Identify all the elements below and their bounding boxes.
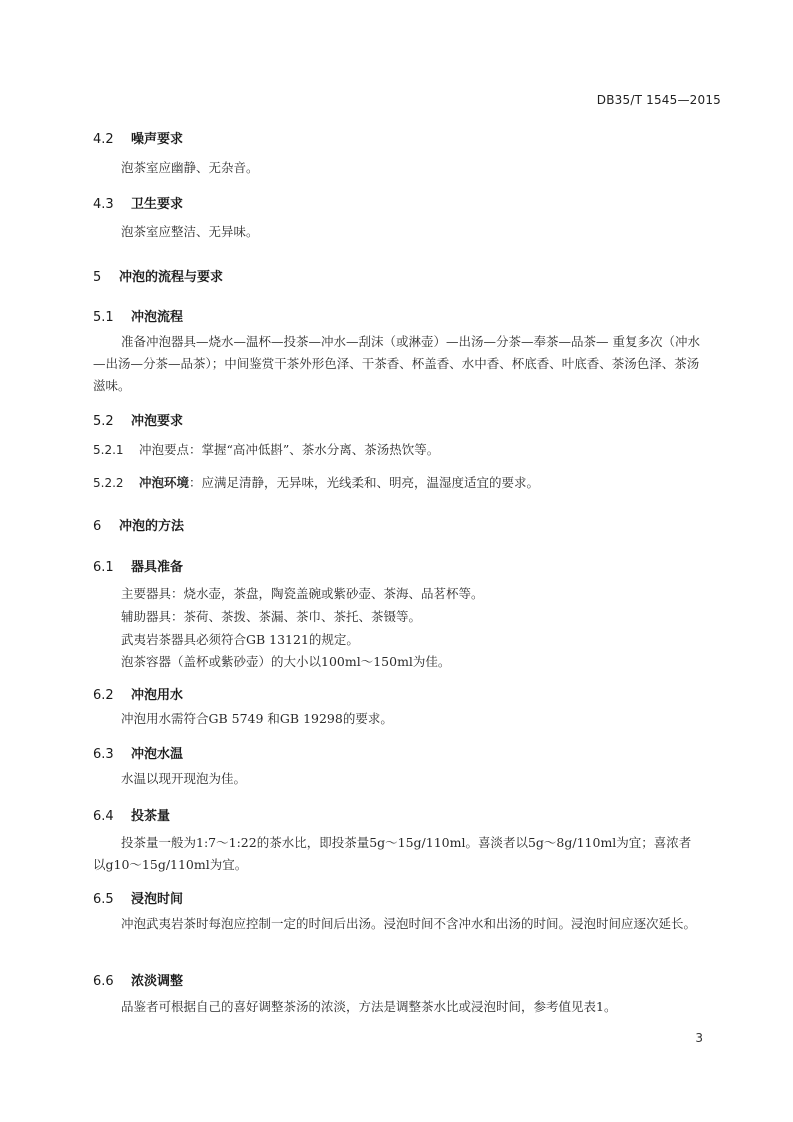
list-item: 武夷岩茶器具必须符合GB 13121的规定。	[121, 632, 359, 647]
heading-number: 6.4	[93, 809, 114, 824]
heading-title: 投茶量	[131, 809, 171, 824]
heading-title: 冲泡水温	[131, 747, 184, 762]
clause-text: ：应满足清静，无异味，光线柔和、明亮，温湿度适宜的要求。	[189, 475, 540, 490]
heading-4-3	[93, 193, 183, 212]
heading-title: 噪声要求	[131, 132, 184, 147]
heading-title: 冲泡要求	[131, 414, 184, 429]
heading-number: 4.2	[93, 132, 114, 147]
clause-5-2-2	[93, 473, 539, 491]
heading-5-2	[93, 410, 183, 429]
heading-6-2	[93, 684, 183, 703]
paragraph-6-6: 品鉴者可根据自己的喜好调整茶汤的浓淡，方法是调整茶水比或浸泡时间，参考值见表1。	[121, 999, 617, 1014]
heading-number: 6	[93, 519, 102, 534]
heading-title: 冲泡的流程与要求	[119, 270, 224, 285]
heading-number: 6.5	[93, 892, 114, 907]
heading-title: 浓淡调整	[131, 974, 184, 989]
heading-number: 5.2	[93, 414, 114, 429]
clause-keyword: 冲泡环境	[139, 475, 190, 490]
paragraph-6-3: 水温以现开现泡为佳。	[121, 771, 247, 786]
heading-title: 卫生要求	[131, 197, 184, 212]
list-item: 主要器具：烧水壶，茶盘，陶瓷盖碗或紫砂壶、茶海、品茗杯等。	[121, 586, 484, 601]
paragraph-5-1: 准备冲泡器具—烧水—温杯—投茶—冲水—刮沫（或淋壶）—出汤—分茶—奉茶—品茶— 重复多次（冲水—出汤—分茶—品茶）；中间鉴赏干茶外形色泽、干茶香、杯盖香、水中香、杯底香、叶底香、茶汤色泽、茶汤滋味。	[93, 334, 700, 393]
clause-number: 5.2.1	[93, 443, 124, 457]
clause-5-2-1	[93, 440, 439, 458]
paragraph-6-5: 冲泡武夷岩茶时每泡应控制一定的时间后出汤。浸泡时间不含冲水和出汤的时间。浸泡时间应逐次延长。	[121, 916, 697, 931]
heading-number: 6.1	[93, 560, 114, 575]
heading-number: 4.3	[93, 197, 114, 212]
paragraph-4-3: 泡茶室应整洁、无异味。	[121, 224, 259, 239]
list-item: 泡茶容器（盖杯或紫砂壶）的大小以100ml～150ml为佳。	[121, 654, 451, 669]
heading-title: 冲泡流程	[131, 310, 184, 325]
heading-6	[93, 515, 184, 534]
heading-title: 冲泡的方法	[119, 519, 185, 534]
list-item: 辅助器具：茶荷、茶拨、茶漏、茶巾、茶托、茶镊等。	[121, 609, 422, 624]
heading-6-6	[93, 970, 183, 989]
heading-title: 器具准备	[131, 560, 184, 575]
heading-title: 浸泡时间	[131, 892, 184, 907]
heading-6-1	[93, 556, 183, 575]
heading-4-2	[93, 128, 183, 147]
heading-number: 5	[93, 270, 102, 285]
heading-6-5	[93, 888, 183, 907]
heading-title: 冲泡用水	[131, 688, 184, 703]
heading-5	[93, 266, 223, 285]
clause-text: 冲泡要点：掌握“高冲低斟”、茶水分离、茶汤热饮等。	[139, 442, 440, 457]
paragraph-6-4: 投茶量一般为1:7～1:22的茶水比，即投茶量5g～15g/110ml。喜淡者以5g～8g/110ml为宜；喜浓者以g10～15g/110ml为宜。	[93, 835, 692, 872]
paragraph-4-2: 泡茶室应幽静、无杂音。	[121, 160, 259, 175]
heading-number: 6.3	[93, 747, 114, 762]
heading-6-3	[93, 743, 183, 762]
heading-number: 5.1	[93, 310, 114, 325]
clause-number: 5.2.2	[93, 476, 124, 490]
heading-number: 6.6	[93, 974, 114, 989]
page-number: 3	[695, 1031, 703, 1045]
heading-5-1	[93, 306, 183, 325]
paragraph-6-2: 冲泡用水需符合GB 5749 和GB 19298的要求。	[121, 711, 393, 726]
standard-code: DB35/T 1545—2015	[596, 93, 721, 107]
heading-number: 6.2	[93, 688, 114, 703]
heading-6-4	[93, 805, 170, 824]
